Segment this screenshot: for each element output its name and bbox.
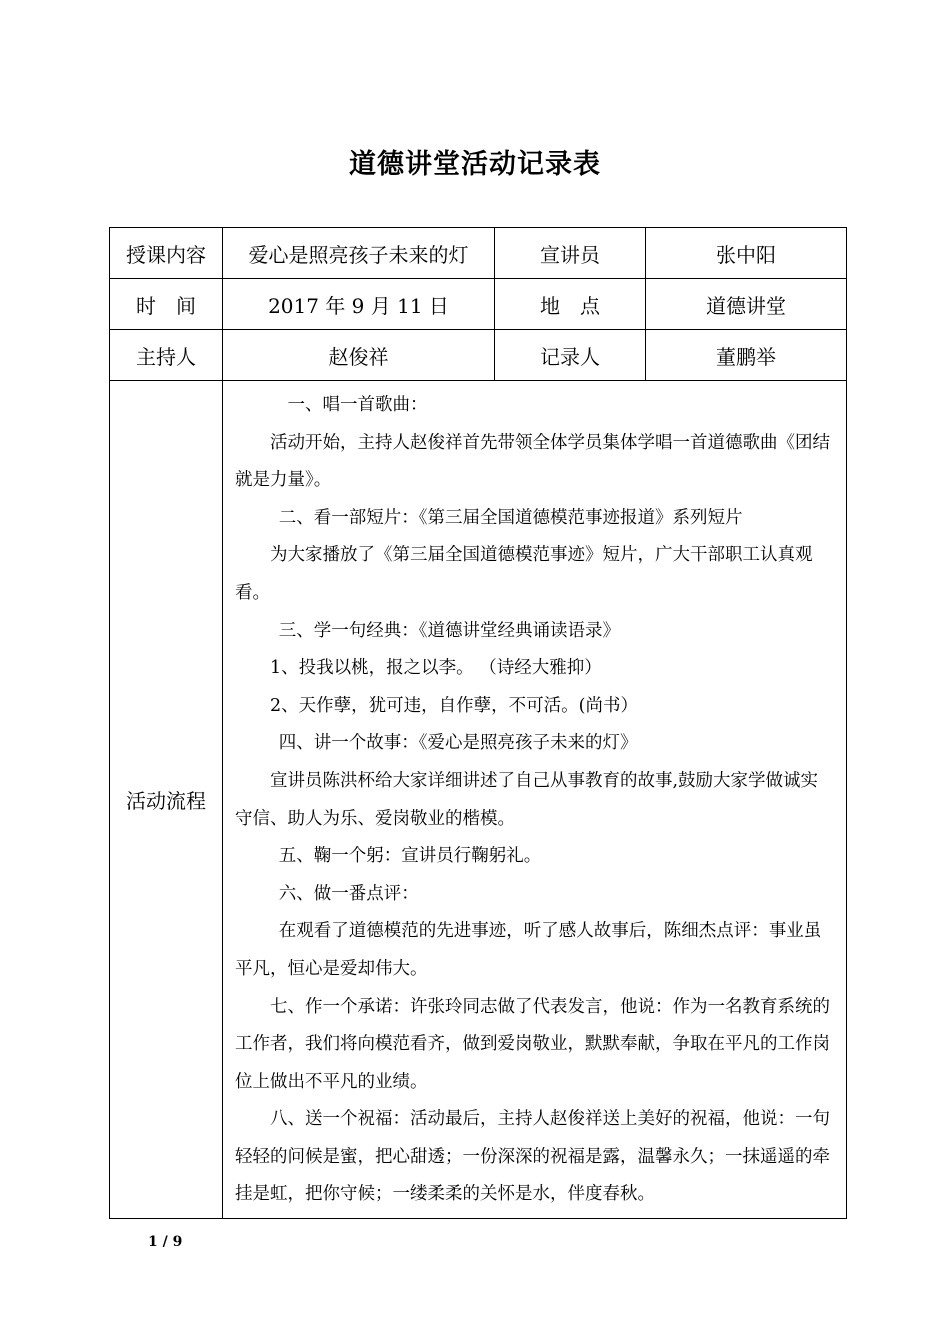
lecturer-label: 宣讲员 (495, 228, 646, 279)
flow-paragraph: 七、作一个承诺：许张玲同志做了代表发言，他说：作为一名教育系统的工作者，我们将向模范看齐，做到爱岗敬业，默默奉献，争取在平凡的工作岗位上做出不平凡的业绩。 (235, 996, 830, 1092)
table-row (110, 228, 847, 279)
activity-flow-content (223, 381, 847, 1219)
flow-paragraph: 宣讲员陈洪杯给大家详细讲述了自己从事教育的故事,鼓励大家学做诚实守信、助人为乐、爱岗敬业的楷模。 (235, 770, 819, 829)
recorder-label: 记录人 (495, 330, 646, 381)
location-value: 道德讲堂 (646, 279, 847, 330)
location-label: 地 点 (495, 279, 646, 330)
flow-paragraph: 一、唱一首歌曲： (287, 395, 428, 415)
recorder-value: 董鹏举 (646, 330, 847, 381)
flow-paragraph: 在观看了道德模范的先进事迹，听了感人故事后，陈细杰点评：事业虽平凡，恒心是爱却伟大。 (235, 921, 822, 979)
time-label: 时 间 (110, 279, 223, 330)
activity-flow-label: 活动流程 (110, 381, 223, 1219)
document-title: 道德讲堂活动记录表 (349, 149, 601, 180)
flow-paragraph: 六、做一番点评： (278, 883, 419, 904)
host-label: 主持人 (110, 330, 223, 381)
table-row (110, 330, 847, 381)
flow-paragraph: 三、学一句经典：《道德讲堂经典诵读语录》 (278, 620, 620, 641)
flow-paragraph: 活动开始，主持人赵俊祥首先带领全体学员集体学唱一首道德歌曲《团结就是力量》。 (235, 432, 830, 491)
lecture-content-label: 授课内容 (110, 228, 223, 279)
page-number: 1 / 9 (148, 1234, 183, 1250)
table-row (110, 381, 847, 1219)
lecturer-value: 张中阳 (646, 228, 847, 279)
flow-paragraph: 2、天作孽，犹可违，自作孽，不可活。(尚书） (270, 695, 638, 716)
flow-paragraph: 四、讲一个故事：《爱心是照亮孩子未来的灯》 (278, 733, 638, 754)
host-value: 赵俊祥 (223, 330, 495, 381)
flow-paragraph: 二、看一部短片：《第三届全国道德模范事迹报道》系列短片 (278, 507, 743, 528)
table-row (110, 279, 847, 330)
activity-record-table (109, 227, 847, 1219)
flow-paragraph: 1、投我以桃，报之以李。 （诗经大雅抑） (270, 658, 602, 679)
flow-paragraph: 八、送一个祝福：活动最后，主持人赵俊祥送上美好的祝福，他说：一句轻轻的问候是蜜，把心甜透；一份深深的祝福是露，温馨永久；一抹遥遥的牵挂是虹，把你守候；一缕柔柔的关怀是水，伴度春秋。 (235, 1109, 830, 1205)
time-value: 2017 年 9 月 11 日 (223, 279, 495, 330)
lecture-content-value: 爱心是照亮孩子未来的灯 (223, 228, 495, 279)
flow-paragraph: 为大家播放了《第三届全国道德模范事迹》短片，广大干部职工认真观看。 (235, 545, 813, 603)
flow-paragraph: 五、鞠一个躬：宣讲员行鞠躬礼。 (278, 846, 542, 867)
